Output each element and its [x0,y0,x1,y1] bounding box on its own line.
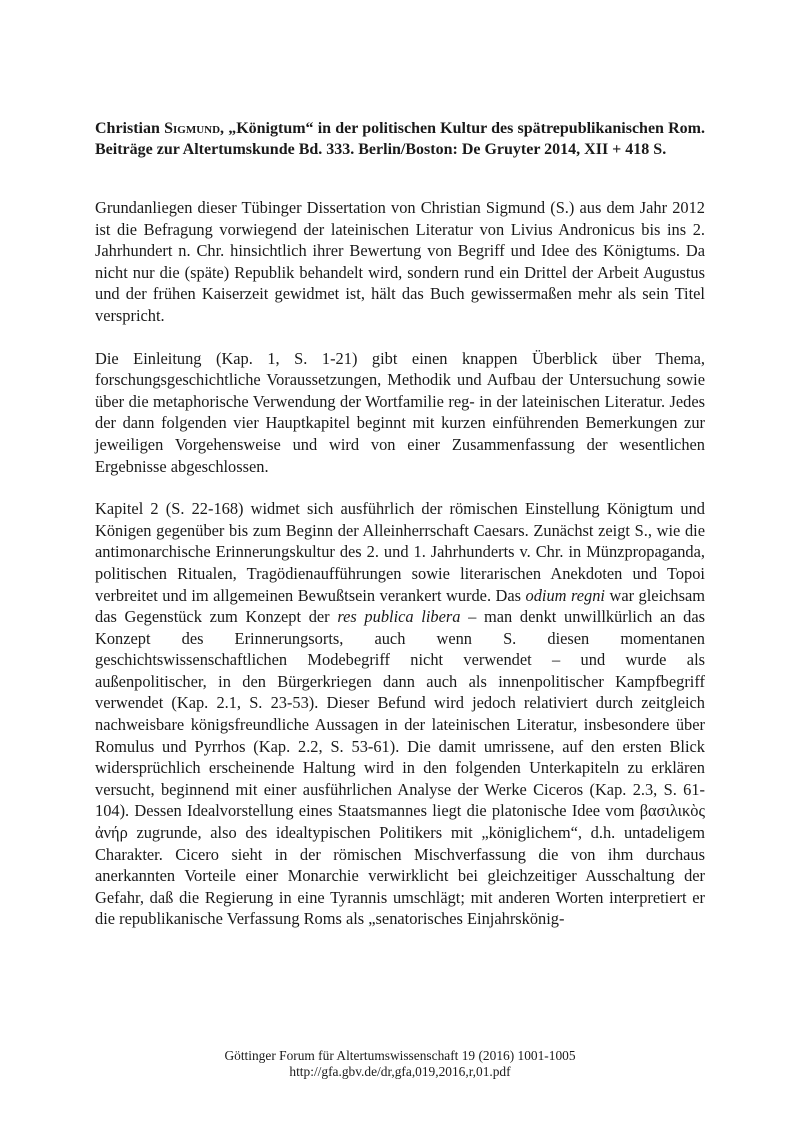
paragraph-3-part-2: war gleichsam das Gegenstück zum Konzept der [95,585,706,627]
page-footer [95,1048,705,1080]
footer-citation: Göttinger Forum für Altertumswissenschaft 19 (2016) 1001-1005 [224,1048,576,1063]
book-title-details: , „Königtum“ in der politischen Kultur des spätrepublikanischen Rom. Beiträge zur Altertumskunde Bd. 333. Berlin/Boston: De Gruyter 2014, XII + 418 S. [95,120,705,158]
italic-res-publica-libera: res publica libera [337,607,461,627]
review-heading [95,118,705,160]
author-first-name: Christian [95,120,165,137]
paragraph-3-part-1: Kapitel 2 (S. 22-168) widmet sich ausführlich der römischen Einstellung Königtum und Königen gegenüber bis zum Beginn der Alleinherrschaft Caesars. Zunächst zeigt S., wie die antimonarchische Erinnerungskultur des 2. und 1. Jahrhunderts v. Chr. in Münzpropaganda, politischen Ritualen, Tragödienaufführungen sowie literarischen Anekdoten und Topoi verbreitet und im allgemeinen Bewußtsein verankert wurde. Das [95,499,705,605]
paragraph-1: Grundanliegen dieser Tübinger Dissertation von Christian Sigmund (S.) aus dem Jahr 2012 ist die Befragung vorwiegend der lateinischen Literatur von Livius Andronicus bis ins 2. Jahrhundert n. Chr. hinsichtlich ihrer Bewertung von Begriff und Idee des Königtums. Da nicht nur die (späte) Republik behandelt wird, sondern rund ein Drittel der Arbeit Augustus und der frühen Kaiserzeit gewidmet ist, hält das Buch gewissermaßen mehr als sein Titel verspricht. [95,198,705,325]
paragraph-2: Die Einleitung (Kap. 1, S. 1-21) gibt einen knappen Überblick über Thema, forschungsgeschichtliche Voraussetzungen, Methodik und Aufbau der Untersuchung sowie über die metaphorische Verwendung der Wortfamilie reg- in der lateinischen Literatur. Jedes der dann folgenden vier Hauptkapitel beginnt mit kurzen einführenden Bemerkungen zur jeweiligen Vorgehensweise und wird von einer Zusammenfassung der wesentlichen Ergebnisse abgeschlossen. [95,348,705,476]
author-last-name: Sigmund [164,120,221,137]
review-body [95,118,705,930]
paragraph-3 [95,498,705,930]
footer-url[interactable]: http://gfa.gbv.de/dr,gfa,019,2016,r,01.pdf [289,1064,511,1079]
paragraph-3-part-3: – man denkt unwillkürlich an das Konzept des Erinnerungsorts, auch wenn S. diesen momentanen geschichtswissenschaftlichen Modebegriff nicht verwendet – und wurde als außenpolitischer, in den Bürgerkriegen dann auch als innenpolitischer Kampfbegriff verwendet (Kap. 2.1, S. 23-53). Dieser Befund wird jedoch relativiert durch zeitgleich nachweisbare königsfreundliche Aussagen in der lateinischen Literatur, insbesondere über Romulus und Pyrrhos (Kap. 2.2, S. 53-61). Die damit umrissene, auf den ersten Blick widersprüchlich erscheinende Haltung wird in den folgenden Unterkapiteln zu erklären versucht, beginnend mit einer ausführlichen Analyse der Werke Ciceros (Kap. 2.3, S. 61-104). Dessen Idealvorstellung eines Staatsmannes liegt die platonische Idee vom βασιλικὸς ἀνήρ zugrunde, also des idealtypischen Politikers mit „königlichem“, d.h. untadeligem Charakter. Cicero sieht in der römischen Mischverfassung die von ihm durchaus anerkannten Vorteile einer Monarchie verwirklicht bei gleichzeitiger Ausschaltung der Gefahr, daß die Regierung in eine Tyrannis umschlägt; mit anderen Worten interpretiert er die republikanische Verfassung Roms als „senatorisches Einjahrskönig- [95,607,705,929]
italic-odium-regni: odium regni [525,585,605,605]
